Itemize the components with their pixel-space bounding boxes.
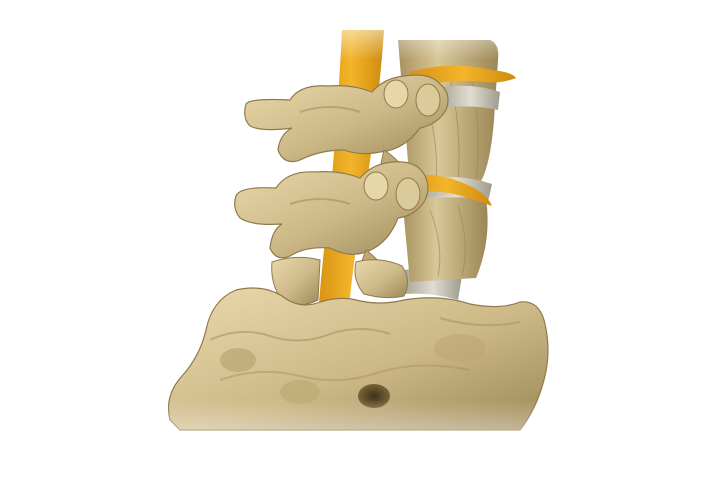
lower-facet bbox=[355, 260, 408, 298]
bottom-fade bbox=[150, 400, 570, 480]
top-fade bbox=[200, 0, 520, 60]
